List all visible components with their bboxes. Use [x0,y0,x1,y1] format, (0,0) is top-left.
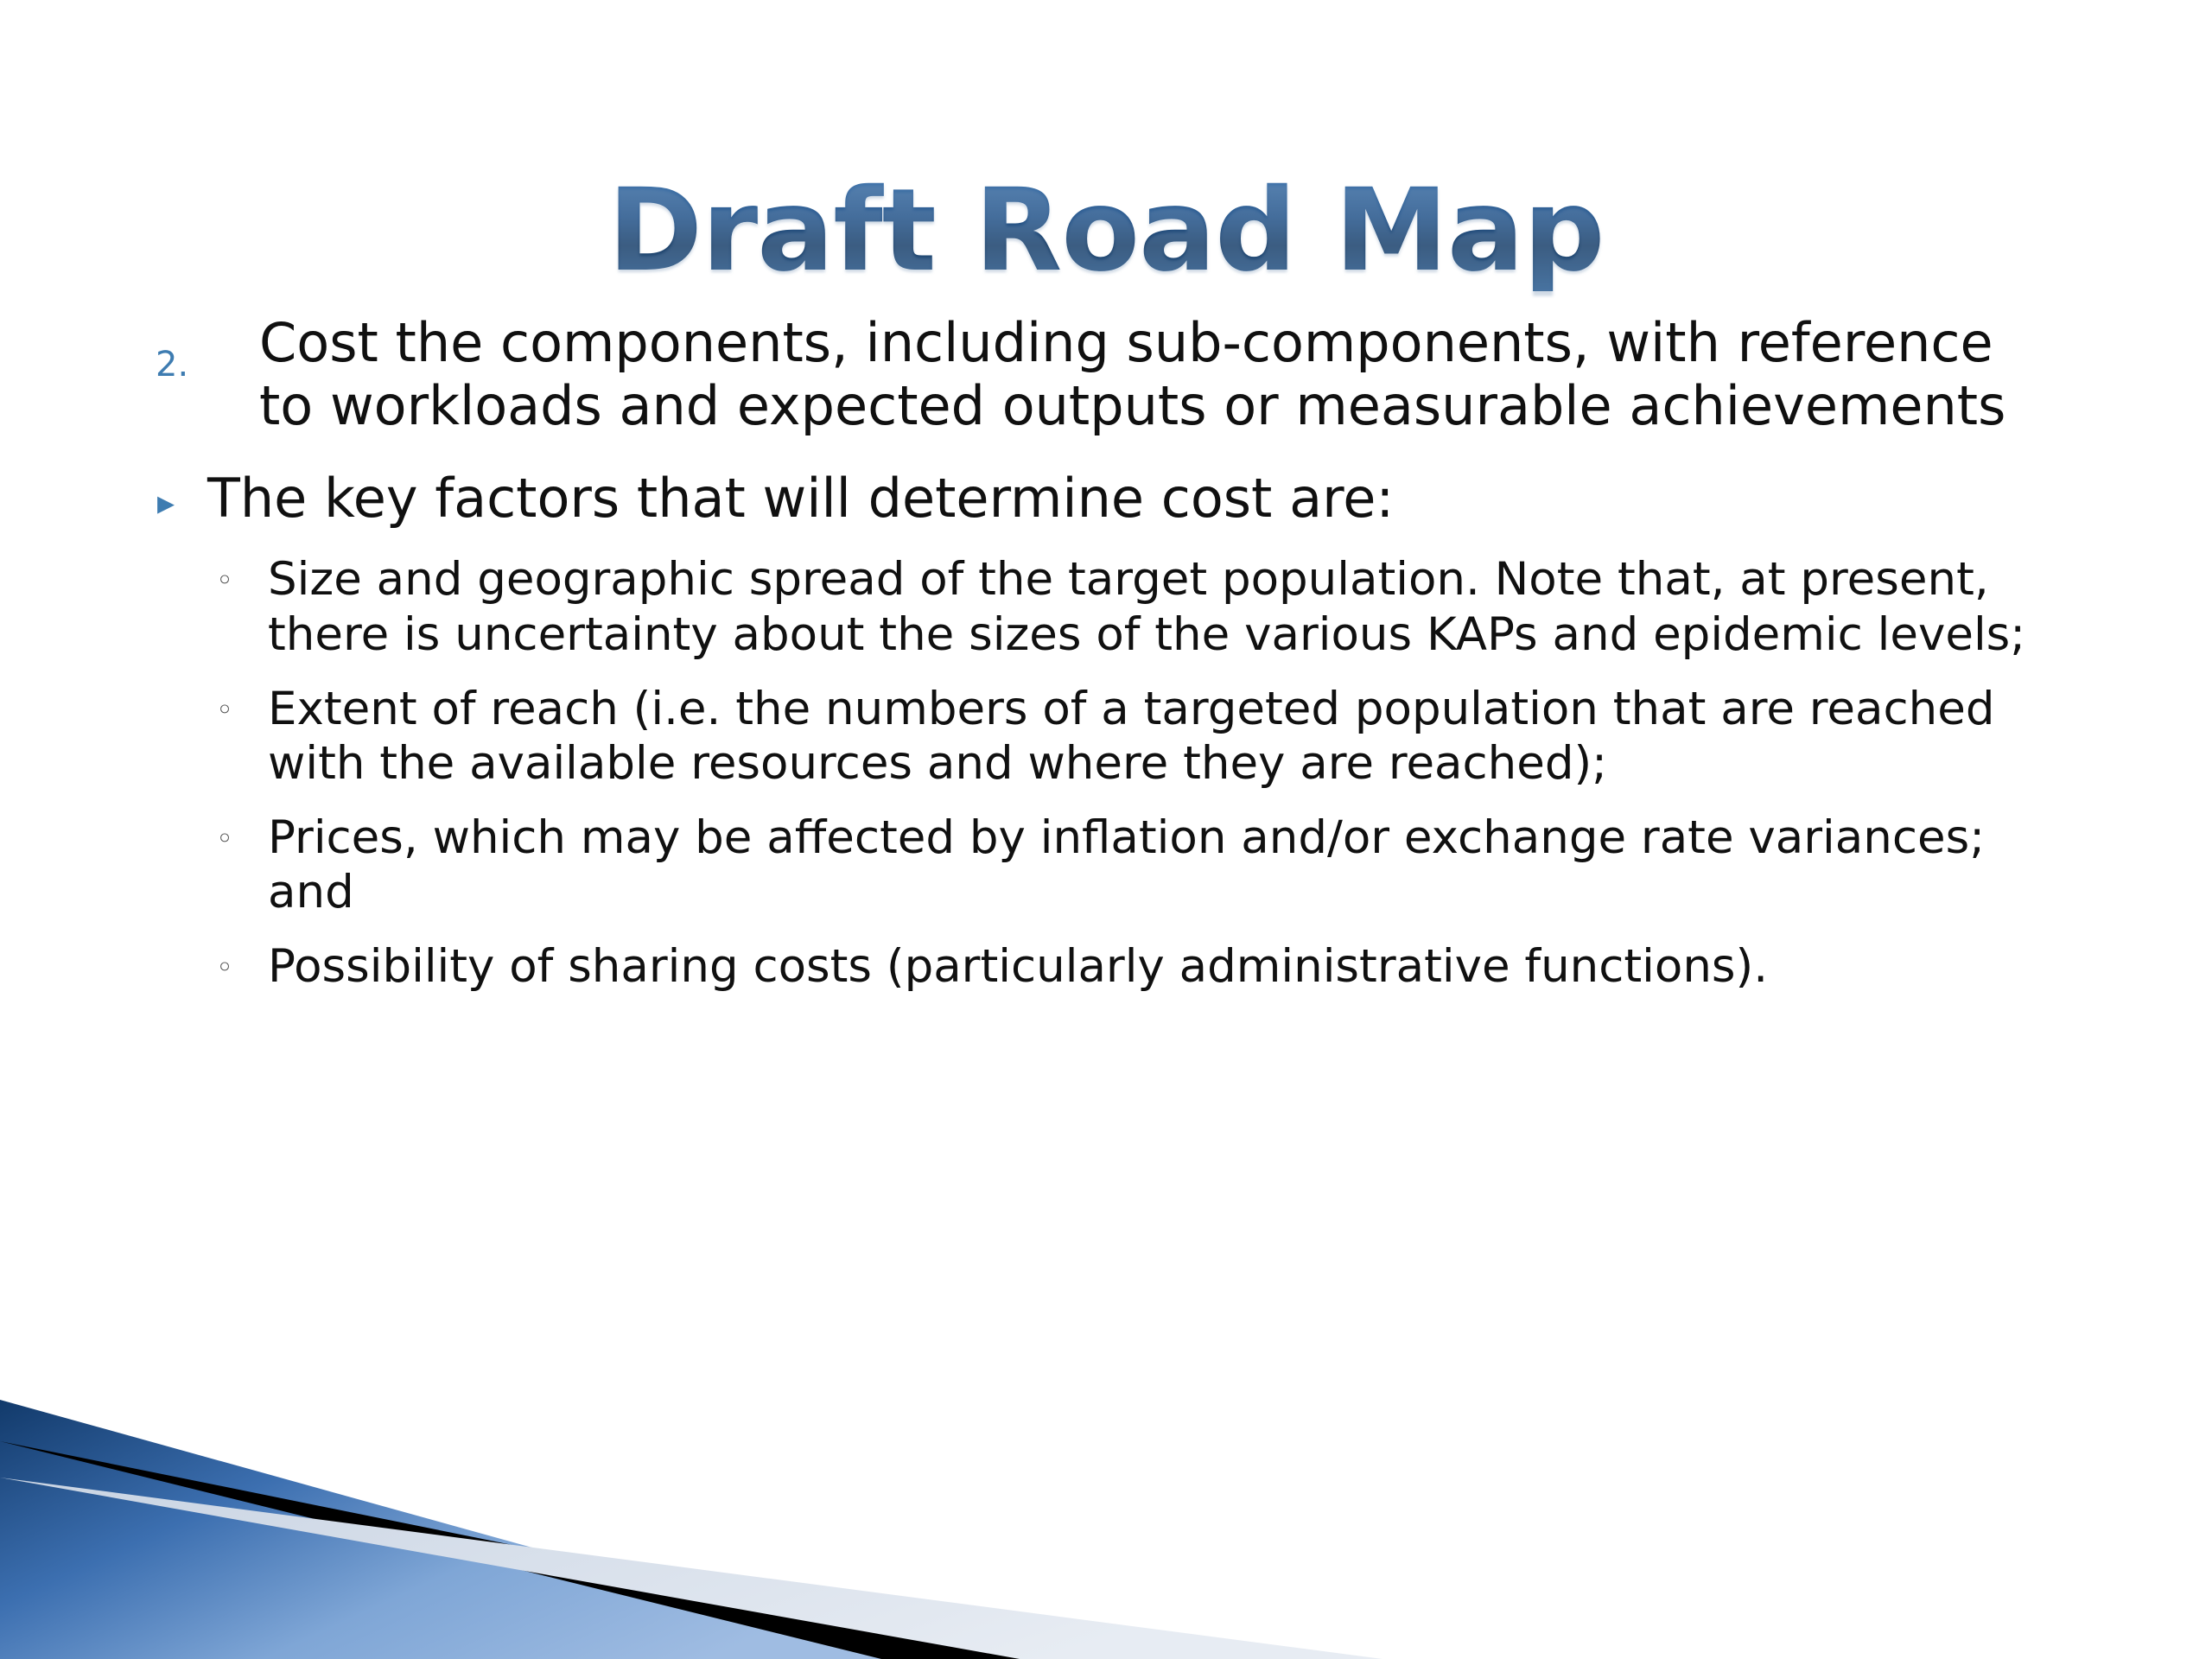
page-title: Draft Road Map [0,171,2212,291]
list-item [130,682,2082,791]
slide-body [130,311,2082,1014]
list-item-text: Extent of reach (i.e. the numbers of a targeted population that are reached with the available resources and where they are reached); [268,682,1995,791]
circle-bullet-icon: ◦ [216,821,234,856]
circle-bullet-icon: ◦ [216,563,234,599]
circle-bullet-icon: ◦ [216,950,234,986]
decorative-corner-graphic [0,1374,1400,1659]
list-item [130,939,2082,995]
list-marker-number: 2. [156,345,189,385]
list-item-text: Prices, which may be affected by inflation and/or exchange rate variances; and [268,810,1986,919]
list-item-text: The key factors that will determine cost are: [207,467,1395,531]
list-item-text: Possibility of sharing costs (particularly administrative functions). [268,940,1769,994]
list-item [130,311,2082,437]
list-item [130,810,2082,920]
arrow-bullet-icon: ▸ [157,483,175,524]
list-item [130,467,2082,530]
list-item-text: Cost the components, including sub-components, with reference to workloads and expected outputs or measurable achievements [259,311,2006,438]
circle-bullet-icon: ◦ [216,692,234,728]
list-item [130,552,2082,662]
list-item-text: Size and geographic spread of the target population. Note that, at present, there is uncertainty about the sizes of the various KAPs and epidemic levels; [268,553,2026,662]
